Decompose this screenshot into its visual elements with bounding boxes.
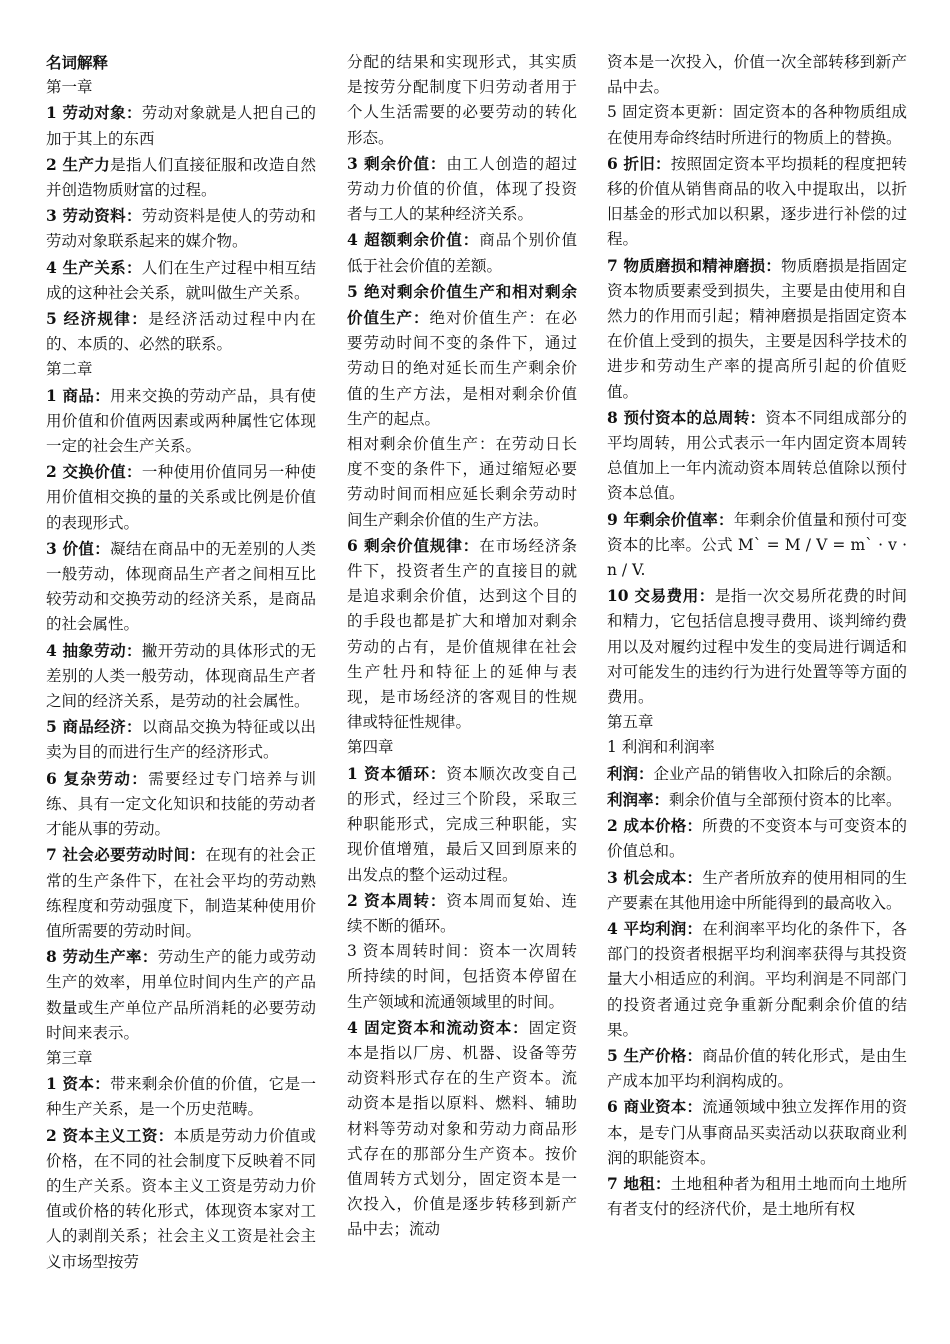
- term-definition: 劳动生产的能力或劳动生产的效率，用单位时间内生产的产品数量或生产单位产品所消耗的必要劳动时间来表示。: [46, 948, 316, 1042]
- term-entry: [607, 1171, 907, 1222]
- term-label: 2 资本周转：: [347, 890, 447, 910]
- term-label: 1 商品：: [46, 385, 111, 405]
- term-definition: 劳动资料是使人的劳动和劳动对象联系起来的媒介物。: [46, 207, 316, 251]
- term-label: 3 剩余价值：: [347, 153, 447, 173]
- term-definition: 按照固定资本平均损耗的程度把转移的价值从销售商品的收入中提取出，以折旧基金的形式加以积累，逐步进行补偿的过程。: [607, 154, 907, 249]
- term-label: 4 生产关系：: [46, 257, 142, 277]
- term-entry: [347, 1015, 577, 1243]
- term-entry: [607, 813, 907, 864]
- term-label: 3 机会成本：: [607, 867, 703, 887]
- term-entry: [347, 761, 577, 888]
- chapter-heading: 第四章: [347, 738, 394, 757]
- paragraph: 1 利润和利润率: [607, 738, 715, 757]
- term-label: 2 成本价格：: [607, 816, 703, 836]
- chapter-heading: 第五章: [607, 713, 654, 732]
- term-definition: 所费的不变资本与可变资本的价值总和。: [607, 817, 907, 861]
- term-label: 8 劳动生产率：: [46, 947, 158, 967]
- term-entry: [347, 227, 577, 278]
- term-entry: [46, 306, 316, 357]
- term-entry: [607, 865, 907, 916]
- term-entry: [607, 1094, 907, 1171]
- term-definition: 土地租种者为租用土地而向土地所有者支付的经济代价，是土地所有权: [607, 1174, 907, 1219]
- term-definition: 人们在生产过程中相互结成的这种社会关系，就叫做生产关系。: [46, 258, 316, 302]
- term-label: 5 商品经济：: [46, 717, 142, 737]
- term-entry: [347, 533, 577, 736]
- term-label: 8 预付资本的总周转：: [607, 407, 766, 427]
- paragraph: 5 固定资本更新：固定资本的各种物质组成在使用寿命终结时所进行的物质上的替换。: [607, 103, 907, 147]
- term-entry: [46, 383, 316, 460]
- term-label: 7 地租：: [607, 1173, 671, 1193]
- term-definition: 凝结在商品中的无差别的人类一般劳动，体现商品生产者之间相互比较劳动和交换劳动的经济关系，是商品的社会属性。: [46, 539, 316, 634]
- chapter-heading: 第三章: [46, 1048, 93, 1067]
- term-label: 7 物质磨损和精神磨损：: [607, 255, 782, 275]
- term-entry: [46, 152, 316, 203]
- term-definition: 商品个别价值低于社会价值的差额。: [347, 231, 577, 275]
- term-entry: [46, 536, 316, 638]
- term-label: 3 价值：: [46, 538, 111, 558]
- term-definition: 资本周而复始、连续不断的循环。: [347, 891, 577, 935]
- term-label: 2 资本主义工资：: [46, 1125, 174, 1145]
- column-2: [347, 50, 577, 1340]
- term-definition: 资本不同组成部分的平均周转，用公式表示一年内固定资本周转总值加上一年内流动资本周转总值除以预付资本总值。: [607, 408, 907, 503]
- term-entry: [607, 787, 907, 813]
- term-definition: 生产者所放弃的使用相同的生产要素在其他用途中所能得到的最高收入。: [607, 868, 907, 912]
- term-entry: [347, 151, 577, 228]
- term-label: 7 社会必要劳动时间：: [46, 845, 206, 865]
- term-label: 6 复杂劳动：: [46, 768, 149, 788]
- term-entry: [607, 916, 907, 1043]
- term-label: 5 生产价格：: [607, 1045, 703, 1065]
- term-label: 10 交易费用：: [607, 586, 715, 606]
- term-label: 6 折旧：: [607, 153, 671, 173]
- term-label: 6 商业资本：: [607, 1097, 703, 1117]
- term-entry: [46, 1123, 316, 1275]
- term-label: 9 年剩余价值率：: [607, 509, 734, 529]
- term-definition: 剩余价值与全部预付资本的比率。: [669, 790, 902, 809]
- paragraph: 资本是一次投入，价值一次全部转移到新产品中去。: [607, 53, 907, 97]
- term-definition: 企业产品的销售收入扣除后的余额。: [653, 764, 902, 783]
- term-entry: [46, 638, 316, 715]
- term-definition: 需要经过专门培养与训练、具有一定文化知识和技能的劳动者才能从事的劳动。: [46, 769, 316, 839]
- term-definition: 物质磨损是指固定资本物质要素受到损失，主要是由使用和自然力的作用而引起；精神磨损是指固定资本在价值上受到的损失，主要是因科学技术的进步和劳动生产率的提高所引起的价值贬值。: [607, 256, 907, 401]
- term-label: 5 绝对剩余价值生产和相对剩余价值生产：: [347, 281, 577, 328]
- term-entry: [607, 405, 907, 507]
- term-definition: 流通领域中独立发挥作用的资本，是专门从事商品买卖活动以获取商业利润的职能资本。: [607, 1098, 907, 1167]
- term-entry: [607, 507, 907, 584]
- term-definition: 资本顺次改变自己的形式，经过三个阶段，采取三种职能形式，完成三种职能，实现价值增殖，最后又回到原来的出发点的整个运动过程。: [347, 764, 577, 884]
- term-label: 3 劳动资料：: [46, 206, 142, 226]
- term-definition: 在利润率平均化的条件下，各部门的投资者根据平均利润率获得与其投资量大小相适应的利润。平均利润是不同部门的投资者通过竞争重新分配剩余价值的结果。: [607, 919, 907, 1039]
- term-label: 4 固定资本和流动资本：: [347, 1017, 529, 1037]
- term-definition: 绝对价值生产：在必要劳动时间不变的条件下，通过劳动日的绝对延长而生产剩余价值的生产方法，是相对剩余价值生产的起点。: [347, 309, 577, 428]
- term-entry: [46, 944, 316, 1046]
- term-definition: 劳动对象就是人把自己的加于其上的东西: [46, 104, 316, 148]
- term-label: 4 超额剩余价值：: [347, 230, 480, 250]
- term-label: 1 资本循环：: [347, 763, 447, 783]
- term-definition: 用来交换的劳动产品，具有使用价值和价值两因素或两种属性它体现一定的社会生产关系。: [46, 386, 316, 456]
- term-entry: [607, 151, 907, 253]
- term-entry: [46, 255, 316, 306]
- chapter-heading: 第二章: [46, 360, 93, 379]
- term-definition: 带来剩余价值的价值，它是一种生产关系，是一个历史范畴。: [46, 1075, 316, 1119]
- term-label: 4 抽象劳动：: [46, 640, 142, 660]
- term-label: 2 生产力: [46, 154, 111, 174]
- term-label: 利润率：: [607, 789, 670, 809]
- term-entry: [46, 459, 316, 536]
- column-1: [46, 50, 316, 1340]
- chapter-heading: 第一章: [46, 78, 93, 97]
- term-entry: [347, 279, 577, 432]
- term-definition: 是指人们直接征服和改造自然并创造物质财富的过程。: [46, 155, 316, 200]
- term-definition: 是经济活动过程中内在的、本质的、必然的联系。: [46, 310, 316, 354]
- term-entry: [46, 842, 316, 944]
- term-label: 利润：: [607, 763, 654, 783]
- term-definition: 是指一次交易所花费的时间和精力，它包括信息搜寻费用、谈判缔约费用以及对履约过程中发生的变局进行调适和对可能发生的违约行为进行处置等等方面的费用。: [607, 587, 907, 707]
- term-definition: 在现有的社会正常的生产条件下，在社会平均的劳动熟练程度和劳动强度下，制造某种使用价值所需要的劳动时间。: [46, 846, 316, 940]
- paragraph: 相对剩余价值生产：在劳动日长度不变的条件下，通过缩短必要劳动时间而相应延长剩余劳动时间生产剩余价值的生产方法。: [347, 435, 577, 529]
- term-definition: 一种使用价值同另一种使用价值相交换的量的关系或比例是价值的表现形式。: [46, 463, 316, 532]
- term-label: 6 剩余价值规律：: [347, 535, 480, 555]
- term-definition: 商品价值的转化形式，是由生产成本加平均利润构成的。: [607, 1046, 907, 1091]
- column-3: [607, 50, 907, 1340]
- term-definition: 年剩余价值量和预付可变资本的比率。公式 M` = M / V = m` · v · n / V.: [607, 510, 907, 580]
- term-entry: [46, 1071, 316, 1122]
- term-label: 2 交换价值：: [46, 462, 142, 482]
- term-label: 4 平均利润：: [607, 918, 703, 938]
- term-entry: [607, 253, 907, 405]
- term-definition: 本质是劳动力价值或价格，在不同的社会制度下反映着不同的生产关系。资本主义工资是劳动力价值或价格的转化形式，体现资本家对工人的剥削关系；社会主义工资是社会主义市场型按劳: [46, 1126, 316, 1271]
- paragraph: 3 资本周转时间：资本一次周转所持续的时间，包括资本停留在生产领域和流通领域里的时间。: [347, 942, 577, 1011]
- term-definition: 固定资本是指以厂房、机器、设备等劳动资料形式存在的生产资本。流动资本是指以原料、燃料、辅助材料等劳动对象和劳动力商品形式存在的那部分生产资本。按价值周转方式划分，固定资本是一次投入，价值是逐步转移到新产品中去；流动: [347, 1018, 577, 1239]
- term-entry: [347, 888, 577, 939]
- paragraph: 分配的结果和实现形式，其实质是按劳分配制度下归劳动者用于个人生活需要的必要劳动的转化形态。: [347, 53, 577, 147]
- term-label: 1 资本：: [46, 1074, 111, 1094]
- term-entry: [46, 766, 316, 843]
- term-definition: 撇开劳动的具体形式的无差别的人类一般劳动，体现商品生产者之间的经济关系，是劳动的社会属性。: [46, 641, 316, 711]
- term-entry: [46, 203, 316, 254]
- term-definition: 由工人创造的超过劳动力价值的价值，体现了投资者与工人的某种经济关系。: [347, 154, 577, 224]
- term-entry: [46, 714, 316, 765]
- document-title: 名词解释: [46, 53, 109, 72]
- term-definition: 以商品交换为特征或以出卖为目的而进行生产的经济形式。: [46, 718, 316, 762]
- term-entry: [607, 583, 907, 710]
- term-entry: [607, 761, 907, 787]
- term-label: 5 经济规律：: [46, 309, 149, 329]
- term-entry: [607, 1043, 907, 1094]
- term-entry: [46, 100, 316, 151]
- term-definition: 在市场经济条件下，投资者生产的直接目的就是追求剩余价值，达到这个目的的手段也都是扩大和增加对剩余劳动的占有，是价值规律在社会生产牡丹和特征上的延伸与表现，是市场经济的客观目的性规律或特征性规律。: [347, 536, 577, 732]
- term-label: 1 劳动对象：: [46, 103, 142, 123]
